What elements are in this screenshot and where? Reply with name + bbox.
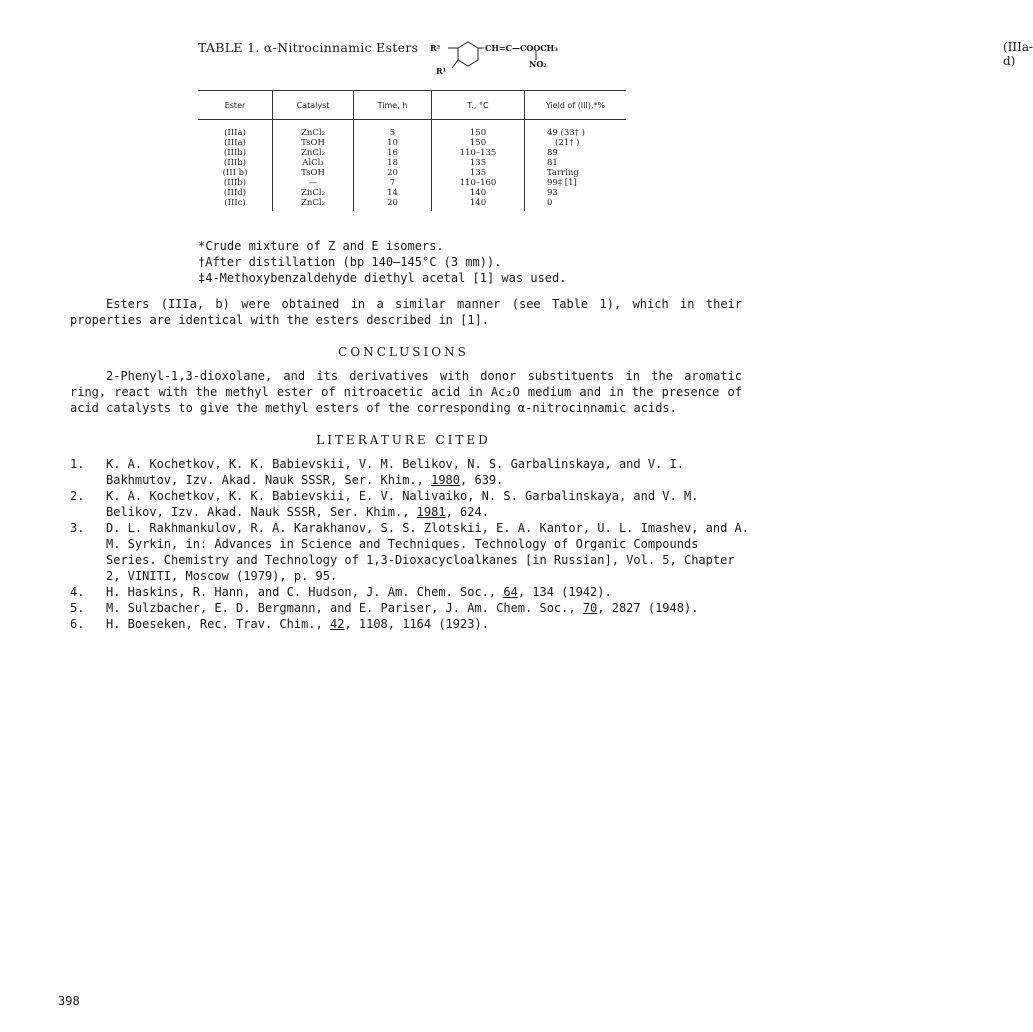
formula-chain: CH=C—COOCH₃: [485, 43, 558, 53]
reference-number: 2.: [70, 489, 85, 503]
nitrocinnamic-esters-table: [198, 90, 626, 211]
conclusions-text: 2-Phenyl-1,3-dioxolane, and its derivatives with donor substituents in the aromatic ring, react with the methyl ester of nitroacetic acid in Ac₂O medium and in the presence of acid catalysts to give the methyl esters of the corresponding α-nitrocinnamic acids.: [70, 369, 742, 415]
compound-label: (IIIa-d): [1003, 40, 1033, 68]
cell-ester: (IIIb): [223, 148, 247, 158]
cell-temperature: 140: [432, 188, 525, 198]
cell-yield: Tarring: [525, 168, 627, 178]
cell-yield: 99‡ [1]: [525, 178, 627, 188]
reference-number: 3.: [70, 521, 85, 535]
cell-time: 18: [354, 158, 432, 168]
reference-pages: , 624.: [445, 505, 489, 519]
cell-catalyst: TsOH: [273, 138, 354, 148]
cell-catalyst: ZnCl₂: [273, 148, 354, 158]
reference-list: [70, 456, 750, 632]
col-header-ester: Ester: [198, 91, 273, 120]
r1-label: R¹: [436, 66, 447, 76]
cell-catalyst: ZnCl₂: [273, 188, 354, 198]
cell-ester: (III b): [222, 168, 248, 178]
cell-catalyst: TsOH: [273, 168, 354, 178]
cell-ester: (IIIb): [223, 158, 247, 168]
table-row: [198, 148, 626, 158]
cell-catalyst: —: [273, 178, 354, 188]
reference-text: K. A. Kochetkov, K. K. Babievskii, V. M. Belikov, N. S. Garbalinskaya, and V. I. Bakhmutov, Izv. Akad. Nauk SSSR, Ser. Khim.,: [106, 457, 684, 487]
reference-number: 6.: [70, 617, 85, 631]
cell-time: 5: [354, 120, 432, 139]
r2-label: R²: [430, 43, 441, 53]
cell-ester: (IIIc): [224, 198, 246, 208]
reference-text: M. Sulzbacher, E. D. Bergmann, and E. Pariser, J. Am. Chem. Soc.,: [106, 601, 583, 615]
reference-pages: , 639.: [460, 473, 504, 487]
structural-formula: [428, 36, 1033, 82]
reference-item: [70, 616, 750, 632]
literature-heading: LITERATURE CITED: [316, 433, 491, 447]
reference-text: K. A. Kochetkov, K. K. Babievskii, E. V. Nalivaiko, N. S. Garbalinskaya, and V. M. Belikov, Izv. Akad. Nauk SSSR, Ser. Khim.,: [106, 489, 699, 519]
reference-volume: 1980: [431, 473, 461, 487]
reference-volume: 1981: [416, 505, 446, 519]
cell-temperature: 135: [432, 168, 525, 178]
table-row: [198, 158, 626, 168]
cell-time: 16: [354, 148, 432, 158]
table-title: TABLE 1. α-Nitrocinnamic Esters: [198, 40, 419, 55]
page-number: 398: [58, 994, 80, 1008]
body-paragraph: Esters (IIIa, b) were obtained in a similar manner (see Table 1), which in their properties are identical with the esters described in [1].: [70, 297, 742, 327]
cell-yield: (21† ): [525, 138, 627, 148]
reference-number: 4.: [70, 585, 85, 599]
reference-pages: , 1108, 1164 (1923).: [344, 617, 489, 631]
cell-yield: 89: [525, 148, 627, 158]
col-header-temperature: T., °C: [432, 91, 525, 120]
cell-temperature: 140: [432, 198, 525, 211]
cell-yield: 0: [525, 198, 627, 211]
table-row: [198, 138, 626, 148]
cell-temperature: 135: [432, 158, 525, 168]
reference-item: [70, 488, 750, 520]
cell-yield: 49 (33† ): [525, 120, 627, 139]
col-header-yield: Yield of (III),*%: [525, 91, 627, 120]
reference-volume: 42: [329, 617, 345, 631]
cell-temperature: 110–135: [432, 148, 525, 158]
conclusions-heading: CONCLUSIONS: [338, 345, 469, 359]
cell-catalyst: AlCl₃: [273, 158, 354, 168]
table-row: [198, 168, 626, 178]
col-header-catalyst: Catalyst: [273, 91, 354, 120]
reference-pages: , 2827 (1948).: [597, 601, 699, 615]
reference-text: D. L. Rakhmankulov, R. A. Karakhanov, S. S. Zlotskii, E. A. Kantor, U. L. Imashev, and A. M. Syrkin, in: Advances in Science and Techniques. Technology of Organic Compounds Series. Chemistry and Technology of 1,3-Dioxacycloalkanes [in Russian], Vol. 5, Chapter 2, VINITI, Moscow (1979), p. 95.: [106, 521, 749, 583]
footnote: *Crude mixture of Z and E isomers.: [198, 239, 444, 253]
reference-volume: 70: [582, 601, 598, 615]
table-footnotes: [198, 238, 566, 286]
reference-item: [70, 600, 750, 616]
cell-time: 7: [354, 178, 432, 188]
cell-yield: 93: [525, 188, 627, 198]
cell-temperature: 150: [432, 138, 525, 148]
table-row: [198, 198, 626, 211]
cell-temperature: 150: [432, 120, 525, 139]
reference-item: [70, 456, 750, 488]
reference-volume: 64: [503, 585, 518, 599]
table-row: [198, 120, 626, 139]
reference-item: [70, 520, 750, 584]
cell-ester: (IIIb): [223, 178, 247, 188]
footnote: †After distillation (bp 140–145°C (3 mm)).: [198, 255, 502, 269]
reference-number: 1.: [70, 457, 85, 471]
cell-time: 20: [354, 198, 432, 211]
cell-catalyst: ZnCl₂: [273, 198, 354, 211]
reference-item: [70, 584, 750, 600]
table-row: [198, 188, 626, 198]
cell-time: 14: [354, 188, 432, 198]
cell-yield: 81: [525, 158, 627, 168]
no2-label: NO₂: [529, 59, 547, 69]
cell-ester: (IIId): [223, 188, 247, 198]
cell-ester: (IIIa): [224, 128, 246, 138]
cell-catalyst: ZnCl₂: [273, 120, 354, 139]
reference-pages: , 134 (1942).: [517, 585, 612, 599]
reference-number: 5.: [70, 601, 85, 615]
reference-text: H. Boeseken, Rec. Trav. Chim.,: [106, 617, 330, 631]
cell-time: 10: [354, 138, 432, 148]
reference-text: H. Haskins, R. Hann, and C. Hudson, J. Am. Chem. Soc.,: [106, 585, 504, 599]
table-row: [198, 178, 626, 188]
footnote: ‡4-Methoxybenzaldehyde diethyl acetal [1] was used.: [198, 271, 567, 285]
cell-time: 20: [354, 168, 432, 178]
cell-ester: (IIIa): [224, 138, 246, 148]
col-header-time: Time, h: [354, 91, 432, 120]
cell-temperature: 110–160: [432, 178, 525, 188]
